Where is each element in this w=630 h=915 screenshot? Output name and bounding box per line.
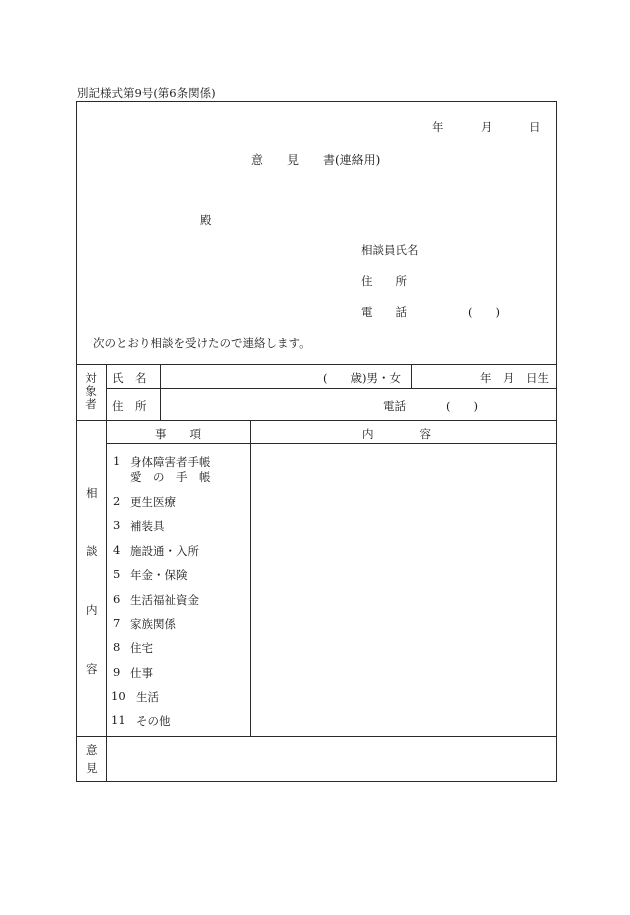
- counselor-name-label: 相談員氏名: [361, 243, 419, 257]
- item-text: 更生医療: [130, 495, 176, 509]
- consultation-side-char-3: 内: [86, 603, 98, 617]
- item-num: 5: [113, 567, 121, 581]
- item-num: 8: [113, 640, 121, 654]
- item-text: 補装具: [130, 519, 165, 533]
- opinion-side-char-2: 見: [86, 761, 98, 775]
- date-day: 日: [529, 120, 541, 134]
- item-text: その他: [136, 714, 171, 728]
- item-subtext: 愛 の 手 帳: [130, 470, 211, 484]
- intro-text: 次のとおり相談を受けたので連絡します。: [93, 336, 311, 350]
- subject-address-label: 住 所: [112, 399, 147, 413]
- item-num: 11: [111, 713, 126, 727]
- subject-age-sex: ( 歳)男・女: [323, 371, 401, 385]
- subject-side-label: 対 象 者: [85, 371, 97, 411]
- counselor-phone-paren: ( ): [468, 305, 500, 319]
- item-num: 6: [113, 592, 121, 606]
- opinion-side-char-1: 意: [86, 743, 98, 757]
- item-text: 年金・保険: [130, 568, 188, 582]
- counselor-address-label: 住 所: [361, 274, 407, 288]
- item-num: 9: [113, 665, 121, 679]
- item-text: 仕事: [130, 666, 153, 680]
- item-text: 生活: [136, 690, 159, 704]
- consultation-side-char-2: 談: [86, 544, 98, 558]
- item-num: 2: [113, 494, 121, 508]
- subject-phone-label: 電話: [383, 399, 406, 413]
- subject-phone-paren: ( ): [446, 399, 478, 413]
- subject-birthdate: 年 月 日生: [480, 371, 549, 385]
- date-month: 月: [481, 120, 493, 134]
- item-text: 施設通・入所: [130, 544, 199, 558]
- counselor-phone-label: 電 話: [361, 305, 407, 319]
- matter-column-header: 事 項: [155, 427, 201, 441]
- consultation-side-char-4: 容: [86, 662, 98, 676]
- form-label: 別記様式第9号(第6条関係): [77, 86, 216, 100]
- item-text: 住宅: [130, 641, 153, 655]
- document-title: 意 見 書(連絡用): [251, 153, 381, 167]
- item-text: 身体障害者手帳: [130, 455, 211, 469]
- item-num: 1: [113, 454, 121, 468]
- item-text: 生活福祉資金: [130, 593, 199, 607]
- item-num: 4: [113, 543, 121, 557]
- item-num: 10: [111, 689, 126, 703]
- subject-name-label: 氏 名: [112, 371, 147, 385]
- item-text: 家族関係: [130, 617, 176, 631]
- content-column-header: 内 容: [362, 427, 431, 441]
- consultation-side-char-1: 相: [86, 486, 98, 500]
- addressee-suffix: 殿: [200, 213, 212, 227]
- item-num: 7: [113, 616, 121, 630]
- date-year: 年: [432, 120, 444, 134]
- item-num: 3: [113, 518, 121, 532]
